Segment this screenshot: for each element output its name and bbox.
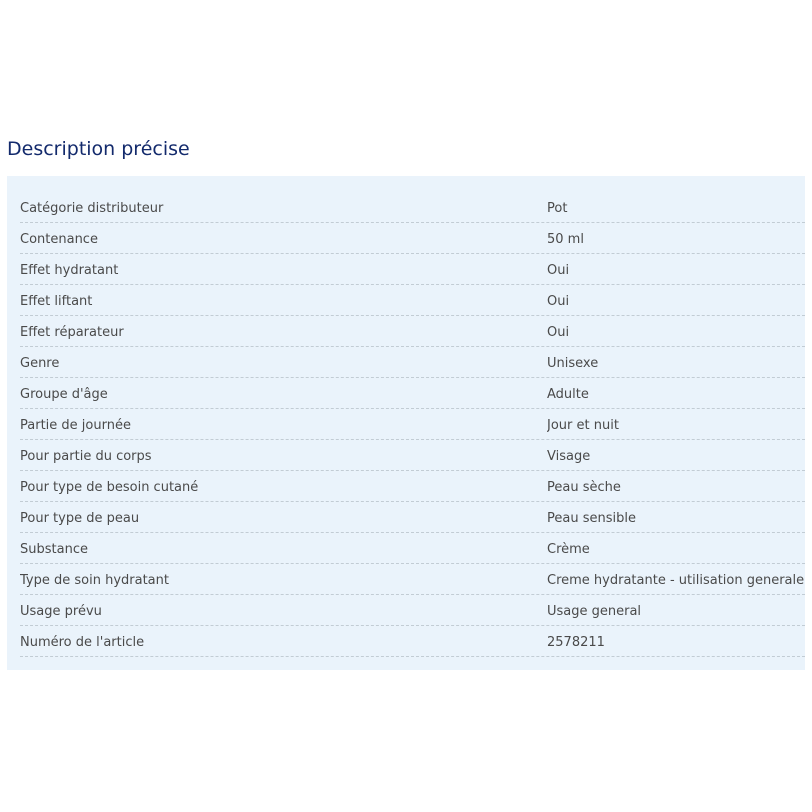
spec-row-age-group <box>20 378 805 409</box>
spec-label: Numéro de l'article <box>20 635 145 650</box>
spec-row-gender <box>20 347 805 378</box>
spec-label: Effet hydratant <box>20 263 119 278</box>
spec-label: Partie de journée <box>20 418 131 433</box>
spec-table <box>20 192 805 657</box>
spec-row-skin-type <box>20 502 805 533</box>
spec-row-lifting <box>20 285 805 316</box>
spec-label: Type de soin hydratant <box>20 573 169 588</box>
spec-row-intended-use <box>20 595 805 626</box>
spec-label: Catégorie distributeur <box>20 201 164 216</box>
spec-row-article-number <box>20 626 805 657</box>
spec-label: Usage prévu <box>20 604 102 619</box>
spec-value: Jour et nuit <box>547 418 619 433</box>
spec-value: Creme hydratante - utilisation generale <box>547 573 805 588</box>
spec-label: Pour partie du corps <box>20 449 152 464</box>
spec-label: Groupe d'âge <box>20 387 108 402</box>
spec-label: Pour type de besoin cutané <box>20 480 199 495</box>
spec-value: Peau sèche <box>547 480 621 495</box>
spec-row-substance <box>20 533 805 564</box>
spec-value: 2578211 <box>547 635 605 650</box>
spec-value: Unisexe <box>547 356 599 371</box>
section-title: Description précise <box>7 138 190 160</box>
spec-value: Peau sensible <box>547 511 636 526</box>
spec-value: Usage general <box>547 604 642 619</box>
spec-row-care-type <box>20 564 805 595</box>
spec-label: Substance <box>20 542 88 557</box>
spec-label: Genre <box>20 356 60 371</box>
spec-row-repairing <box>20 316 805 347</box>
spec-row-moisturizing <box>20 254 805 285</box>
spec-value: Visage <box>547 449 591 464</box>
spec-row-body-part <box>20 440 805 471</box>
spec-value: Oui <box>547 325 570 340</box>
spec-panel <box>7 176 805 670</box>
spec-label: Effet liftant <box>20 294 93 309</box>
spec-value: Crème <box>547 542 590 557</box>
spec-row-category <box>20 192 805 223</box>
spec-label: Contenance <box>20 232 98 247</box>
spec-value: Pot <box>547 201 568 216</box>
spec-value: Oui <box>547 294 570 309</box>
spec-row-capacity <box>20 223 805 254</box>
spec-label: Effet réparateur <box>20 325 124 340</box>
spec-value: 50 ml <box>547 232 584 247</box>
spec-label: Pour type de peau <box>20 511 140 526</box>
spec-value: Adulte <box>547 387 589 402</box>
spec-row-time-of-day <box>20 409 805 440</box>
spec-value: Oui <box>547 263 570 278</box>
spec-row-skin-need <box>20 471 805 502</box>
